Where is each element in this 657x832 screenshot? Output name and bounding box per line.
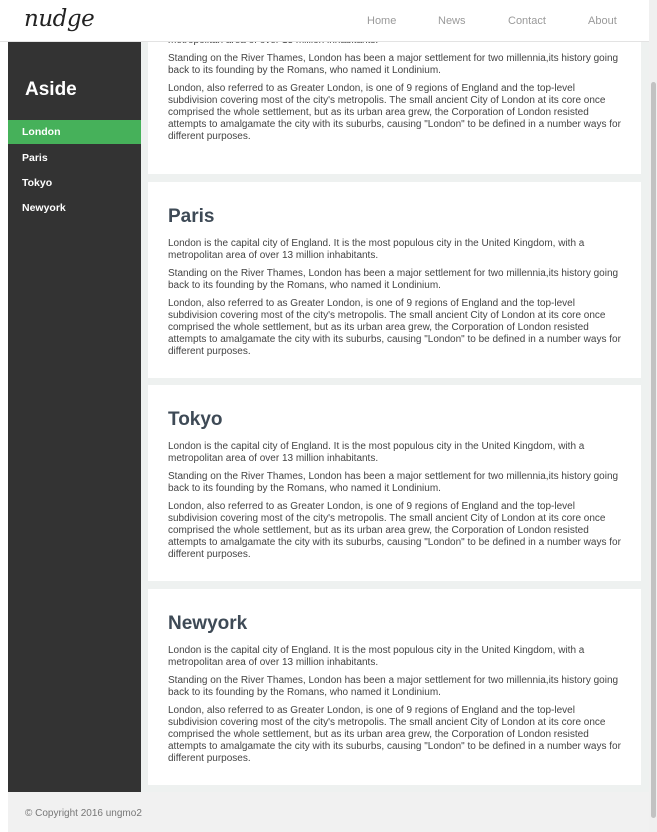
section-newyork (148, 589, 641, 785)
section-london (148, 32, 641, 174)
section-paragraph: Standing on the River Thames, London has been a major settlement for two millennia,its history going back to its founding by the Romans, who named it Londinium. (168, 268, 619, 291)
sidebar-item-london[interactable]: London (8, 120, 141, 144)
nav-about-link[interactable]: About (588, 15, 617, 27)
section-title: Tokyo (168, 409, 223, 430)
section-paragraph: London is the capital city of England. It is the most populous city in the United Kingdom, with a metropolitan area of over 13 million inhabitants. (168, 238, 585, 261)
main-content (141, 42, 649, 792)
sidebar-title: Aside (25, 79, 77, 100)
sidebar-item-tokyo[interactable]: Tokyo (22, 177, 53, 189)
nav-home-link[interactable]: Home (367, 15, 397, 27)
footer (8, 792, 649, 832)
sidebar-item-paris[interactable]: Paris (22, 152, 48, 164)
copyright-text: © Copyright 2016 ungmo2 (25, 808, 142, 819)
nav-news-link[interactable]: News (438, 15, 466, 27)
sidebar-item-newyork[interactable]: Newyork (22, 202, 66, 214)
scrollbar-thumb[interactable] (651, 82, 656, 818)
sidebar (8, 42, 141, 792)
section-title: Newyork (168, 613, 248, 634)
nav-contact-link[interactable]: Contact (508, 15, 546, 27)
section-paragraph: London, also referred to as Greater London, is one of 9 regions of England and the top-level subdivision covering most of the city's metropolis. The small ancient City of London at its core once comprised the whole settlement, but as its urban area grew, the Corporation of London resisted attempts to amalgamate the city with its suburbs, causing "London" to be defined in a number ways for different purposes. (168, 298, 621, 357)
site-logo[interactable]: nudge (24, 6, 95, 32)
section-title: Paris (168, 206, 215, 227)
section-paragraph: London is the capital city of England. It is the most populous city in the United Kingdom, with a metropolitan area of over 13 million inhabitants. (168, 645, 585, 668)
section-paragraph: Standing on the River Thames, London has been a major settlement for two millennia,its history going back to its founding by the Romans, who named it Londinium. (168, 471, 619, 494)
section-paragraph: Standing on the River Thames, London has been a major settlement for two millennia,its history going back to its founding by the Romans, who named it Londinium. (168, 53, 619, 76)
section-paragraph: Standing on the River Thames, London has been a major settlement for two millennia,its history going back to its founding by the Romans, who named it Londinium. (168, 675, 619, 698)
section-paragraph: London, also referred to as Greater London, is one of 9 regions of England and the top-level subdivision covering most of the city's metropolis. The small ancient City of London at its core once comprised the whole settlement, but as its urban area grew, the Corporation of London resisted attempts to amalgamate the city with its suburbs, causing "London" to be defined in a number ways for different purposes. (168, 83, 621, 142)
section-paris (148, 182, 641, 378)
section-paragraph: London, also referred to as Greater London, is one of 9 regions of England and the top-level subdivision covering most of the city's metropolis. The small ancient City of London at its core once comprised the whole settlement, but as its urban area grew, the Corporation of London resisted attempts to amalgamate the city with its suburbs, causing "London" to be defined in a number ways for different purposes. (168, 501, 621, 560)
top-navbar (0, 0, 649, 42)
section-tokyo (148, 385, 641, 581)
section-paragraph: London, also referred to as Greater London, is one of 9 regions of England and the top-level subdivision covering most of the city's metropolis. The small ancient City of London at its core once comprised the whole settlement, but as its urban area grew, the Corporation of London resisted attempts to amalgamate the city with its suburbs, causing "London" to be defined in a number ways for different purposes. (168, 705, 621, 764)
section-paragraph: London is the capital city of England. It is the most populous city in the United Kingdom, with a metropolitan area of over 13 million inhabitants. (168, 441, 585, 464)
